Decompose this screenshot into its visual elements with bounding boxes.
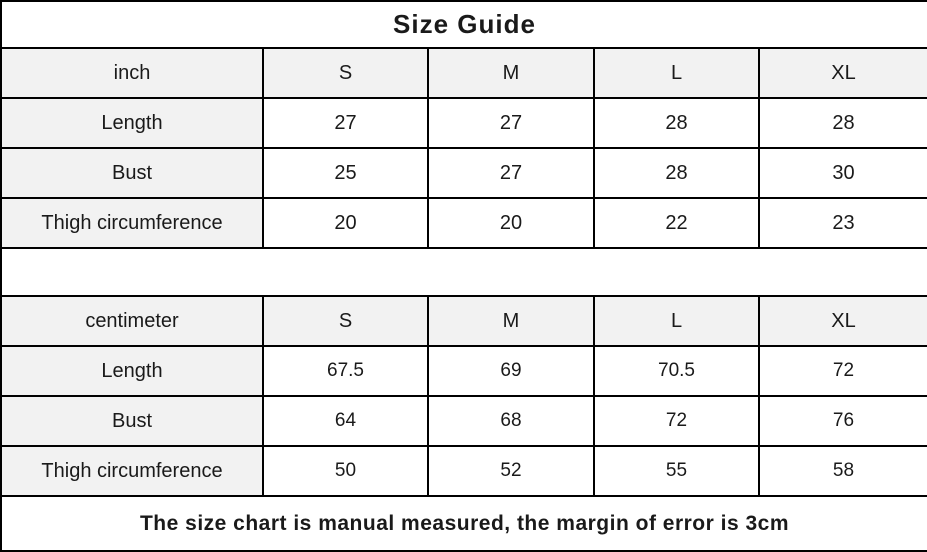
unit-cell-inch: inch	[1, 48, 263, 98]
value-cell: 52	[428, 446, 594, 496]
value-cell: 28	[759, 98, 927, 148]
size-header-m: M	[428, 296, 594, 346]
value-cell: 70.5	[594, 346, 759, 396]
footer-note: The size chart is manual measured, the margin of error is 3cm	[1, 496, 927, 551]
value-cell: 55	[594, 446, 759, 496]
inch-header-row	[1, 48, 927, 98]
cm-bust-row	[1, 396, 927, 446]
size-header-l: L	[594, 48, 759, 98]
value-cell: 50	[263, 446, 428, 496]
value-cell: 69	[428, 346, 594, 396]
value-cell: 30	[759, 148, 927, 198]
size-header-l: L	[594, 296, 759, 346]
value-cell: 27	[263, 98, 428, 148]
inch-thigh-row	[1, 198, 927, 248]
value-cell: 58	[759, 446, 927, 496]
spacer-row	[1, 248, 927, 296]
value-cell: 28	[594, 148, 759, 198]
cm-length-row	[1, 346, 927, 396]
size-header-s: S	[263, 48, 428, 98]
inch-length-row	[1, 98, 927, 148]
cm-thigh-row	[1, 446, 927, 496]
size-header-xl: XL	[759, 296, 927, 346]
size-header-m: M	[428, 48, 594, 98]
unit-cell-centimeter: centimeter	[1, 296, 263, 346]
row-label: Thigh circumference	[1, 198, 263, 248]
value-cell: 72	[594, 396, 759, 446]
row-label: Bust	[1, 396, 263, 446]
value-cell: 64	[263, 396, 428, 446]
value-cell: 28	[594, 98, 759, 148]
cm-header-row	[1, 296, 927, 346]
value-cell: 76	[759, 396, 927, 446]
value-cell: 20	[263, 198, 428, 248]
row-label: Thigh circumference	[1, 446, 263, 496]
value-cell: 20	[428, 198, 594, 248]
row-label: Bust	[1, 148, 263, 198]
value-cell: 23	[759, 198, 927, 248]
value-cell: 67.5	[263, 346, 428, 396]
value-cell: 22	[594, 198, 759, 248]
value-cell: 27	[428, 98, 594, 148]
row-label: Length	[1, 346, 263, 396]
value-cell: 72	[759, 346, 927, 396]
row-label: Length	[1, 98, 263, 148]
size-header-xl: XL	[759, 48, 927, 98]
value-cell: 68	[428, 396, 594, 446]
page-title: Size Guide	[1, 1, 927, 48]
size-header-s: S	[263, 296, 428, 346]
inch-bust-row	[1, 148, 927, 198]
value-cell: 27	[428, 148, 594, 198]
value-cell: 25	[263, 148, 428, 198]
